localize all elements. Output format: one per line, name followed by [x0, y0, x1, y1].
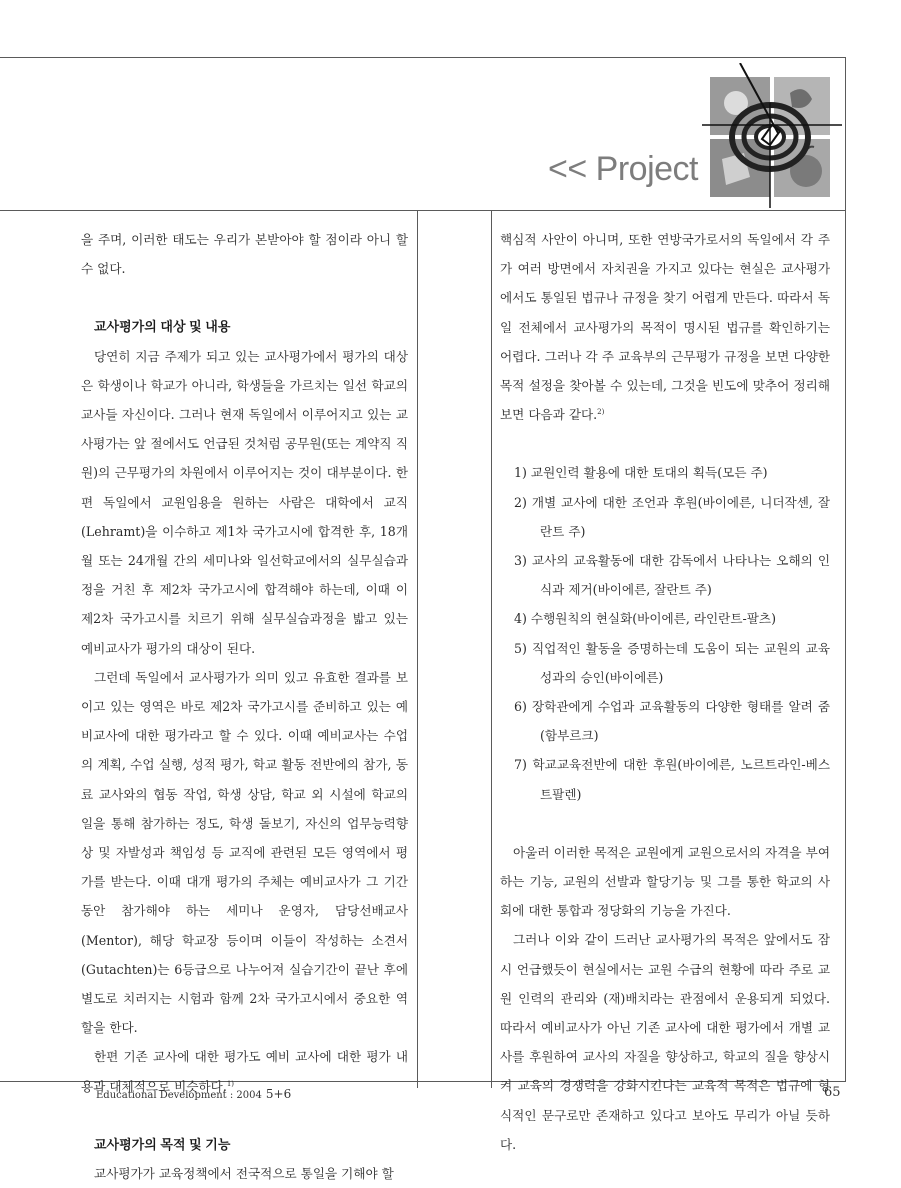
journal-name: Educational Development : 2004	[96, 1090, 262, 1101]
footer-journal	[96, 1087, 291, 1101]
list-item: 2) 개별 교사에 대한 조언과 후원(바이에른, 니더작센, 잘란트 주)	[514, 494, 830, 539]
list-item: 3) 교사의 교육활동에 대한 감독에서 나타나는 오해의 인식과 제거(바이에른, 잘란트 주)	[514, 553, 830, 598]
right-column	[500, 225, 830, 1159]
section-title: << Project	[548, 150, 698, 188]
purpose-list	[500, 458, 830, 808]
paragraph: 그러나 이와 같이 드러난 교사평가의 목적은 앞에서도 잠시 언급했듯이 현실에서는 교원 수급의 현황에 따라 주로 교원 인력의 관리와 (재)배치라는 관점에서 운용되게 되었다. 따라서 예비교사가 아닌 기존 교사에 대한 평가에서 개별 교사를 후원하여 교사의 자질을 향상하고, 학교의 질을 향상시켜 교육의 경쟁력을 강화시킨다는 교육적 목적은 법규에 형식적인 문구로만 존재하고 있다고 보아도 무리가 아닐 듯하다.	[500, 932, 830, 1152]
list-item: 1) 교원인력 활용에 대한 토대의 획득(모든 주)	[514, 465, 768, 481]
footnote-ref: 1)	[226, 1079, 235, 1088]
column-divider-left	[417, 210, 418, 1088]
page-number: 65	[824, 1085, 841, 1100]
list-item: 7) 학교교육전반에 대한 후원(바이에른, 노르트라인-베스트팔렌)	[514, 757, 830, 802]
journal-issue: 5+6	[265, 1087, 292, 1101]
paragraph: 교사평가가 교육정책에서 전국적으로 통일을 기해야 할	[94, 1166, 394, 1182]
top-rule	[0, 57, 846, 58]
paragraph: 한편 기존 교사에 대한 평가도 예비 교사에 대한 평가 내용과 대체적으로 비슷하다.$^{1)}$	[81, 1049, 408, 1094]
paragraph: 핵심적 사안이 아니며, 또한 연방국가로서의 독일에서 각 주가 여러 방면에서 자치권을 가지고 있다는 현실은 교사평가에서도 통일된 법규나 규정을 찾기 어렵게 만든다. 따라서 독일 전체에서 교사평가의 목적이 명시된 법규를 확인하기는 어렵다. 그러나 각 주 교육부의 근무평가 규정을 보면 다양한 목적 설정을 찾아볼 수 있는데, 그것을 빈도에 맞추어 정리해 보면 다음과 같다.$^{2)}$	[500, 232, 830, 423]
list-item: 4) 수행원칙의 현실화(바이에른, 라인란트-팔츠)	[514, 611, 777, 627]
header-rule	[0, 210, 846, 211]
paragraph: 아울러 이러한 목적은 교원에게 교원으로서의 자격을 부여하는 기능, 교원의 선발과 할당기능 및 그를 통한 학교의 사회에 대한 통합과 정당화의 기능을 가진다.	[500, 844, 830, 919]
paragraph: 당연히 지금 주제가 되고 있는 교사평가에서 평가의 대상은 학생이나 학교가 아니라, 학생들을 가르치는 일선 학교의 교사들 자신이다. 그러나 현재 독일에서 이루어지고 있는 교사평가는 앞 절에서도 언급된 것처럼 공무원(또는 계약직 직원)의 근무평가의 차원에서 이루어지는 것이 대부분이다. 한편 독일에서 교원임용을 원하는 사람은 대학에서 교직(Lehramt)을 이수하고 제1차 국가고시에 합격한 후, 18개월 또는 24개월 간의 세미나와 일선학교에서의 실무실습과정을 거친 후 제2차 국가고시에 합격해야 하는데, 이때 이 제2차 국가고시를 치르기 위해 실무실습과정을 밟고 있는 예비교사가 평가의 대상이 된다.	[81, 348, 408, 656]
footnote-ref: 2)	[597, 408, 605, 417]
left-column	[81, 225, 408, 1188]
project-logo-icon	[702, 63, 842, 208]
paragraph: 그런데 독일에서 교사평가가 의미 있고 유효한 결과를 보이고 있는 영역은 바로 제2차 국가고시를 준비하고 있는 예비교사에 대한 평가라고 할 수 있다. 이때 예비교사는 수업의 계획, 수업 실행, 성적 평가, 학교 활동 전반에의 참가, 동료 교사와의 협동 작업, 학생 상담, 학교 외 시설에 학교의 일을 통해 참가하는 정도, 학생 돌보기, 자신의 업무능력향상 및 자발성과 책임성 등 교직에 관련된 모든 영역에서 평가를 받는다. 이때 대개 평가의 주체는 예비교사가 그 기간 동안 참가해야 하는 세미나 운영자, 담당선배교사(Mentor), 해당 학교장 등이며 이들이 작성하는 소견서(Gutachten)는 6등급으로 나누어져 실습기간이 끝난 후에 별도로 치러지는 시험과 함께 2차 국가고시에서 중요한 역할을 한다.	[81, 669, 408, 1036]
list-item: 5) 직업적인 활동을 증명하는데 도움이 되는 교원의 교육성과의 승인(바이에른)	[514, 640, 830, 685]
heading-targets-content: 교사평가의 대상 및 내용	[94, 319, 231, 335]
heading-purpose-function: 교사평가의 목적 및 기능	[94, 1136, 231, 1152]
intro-text: 을 주며, 이러한 태도는 우리가 본받아야 할 점이라 아니 할 수 없다.	[81, 232, 408, 277]
list-item: 6) 장학관에게 수업과 교육활동의 다양한 형태를 알려 줌(함부르크)	[514, 699, 830, 744]
column-divider-right	[491, 210, 492, 1088]
right-border	[845, 57, 846, 1082]
